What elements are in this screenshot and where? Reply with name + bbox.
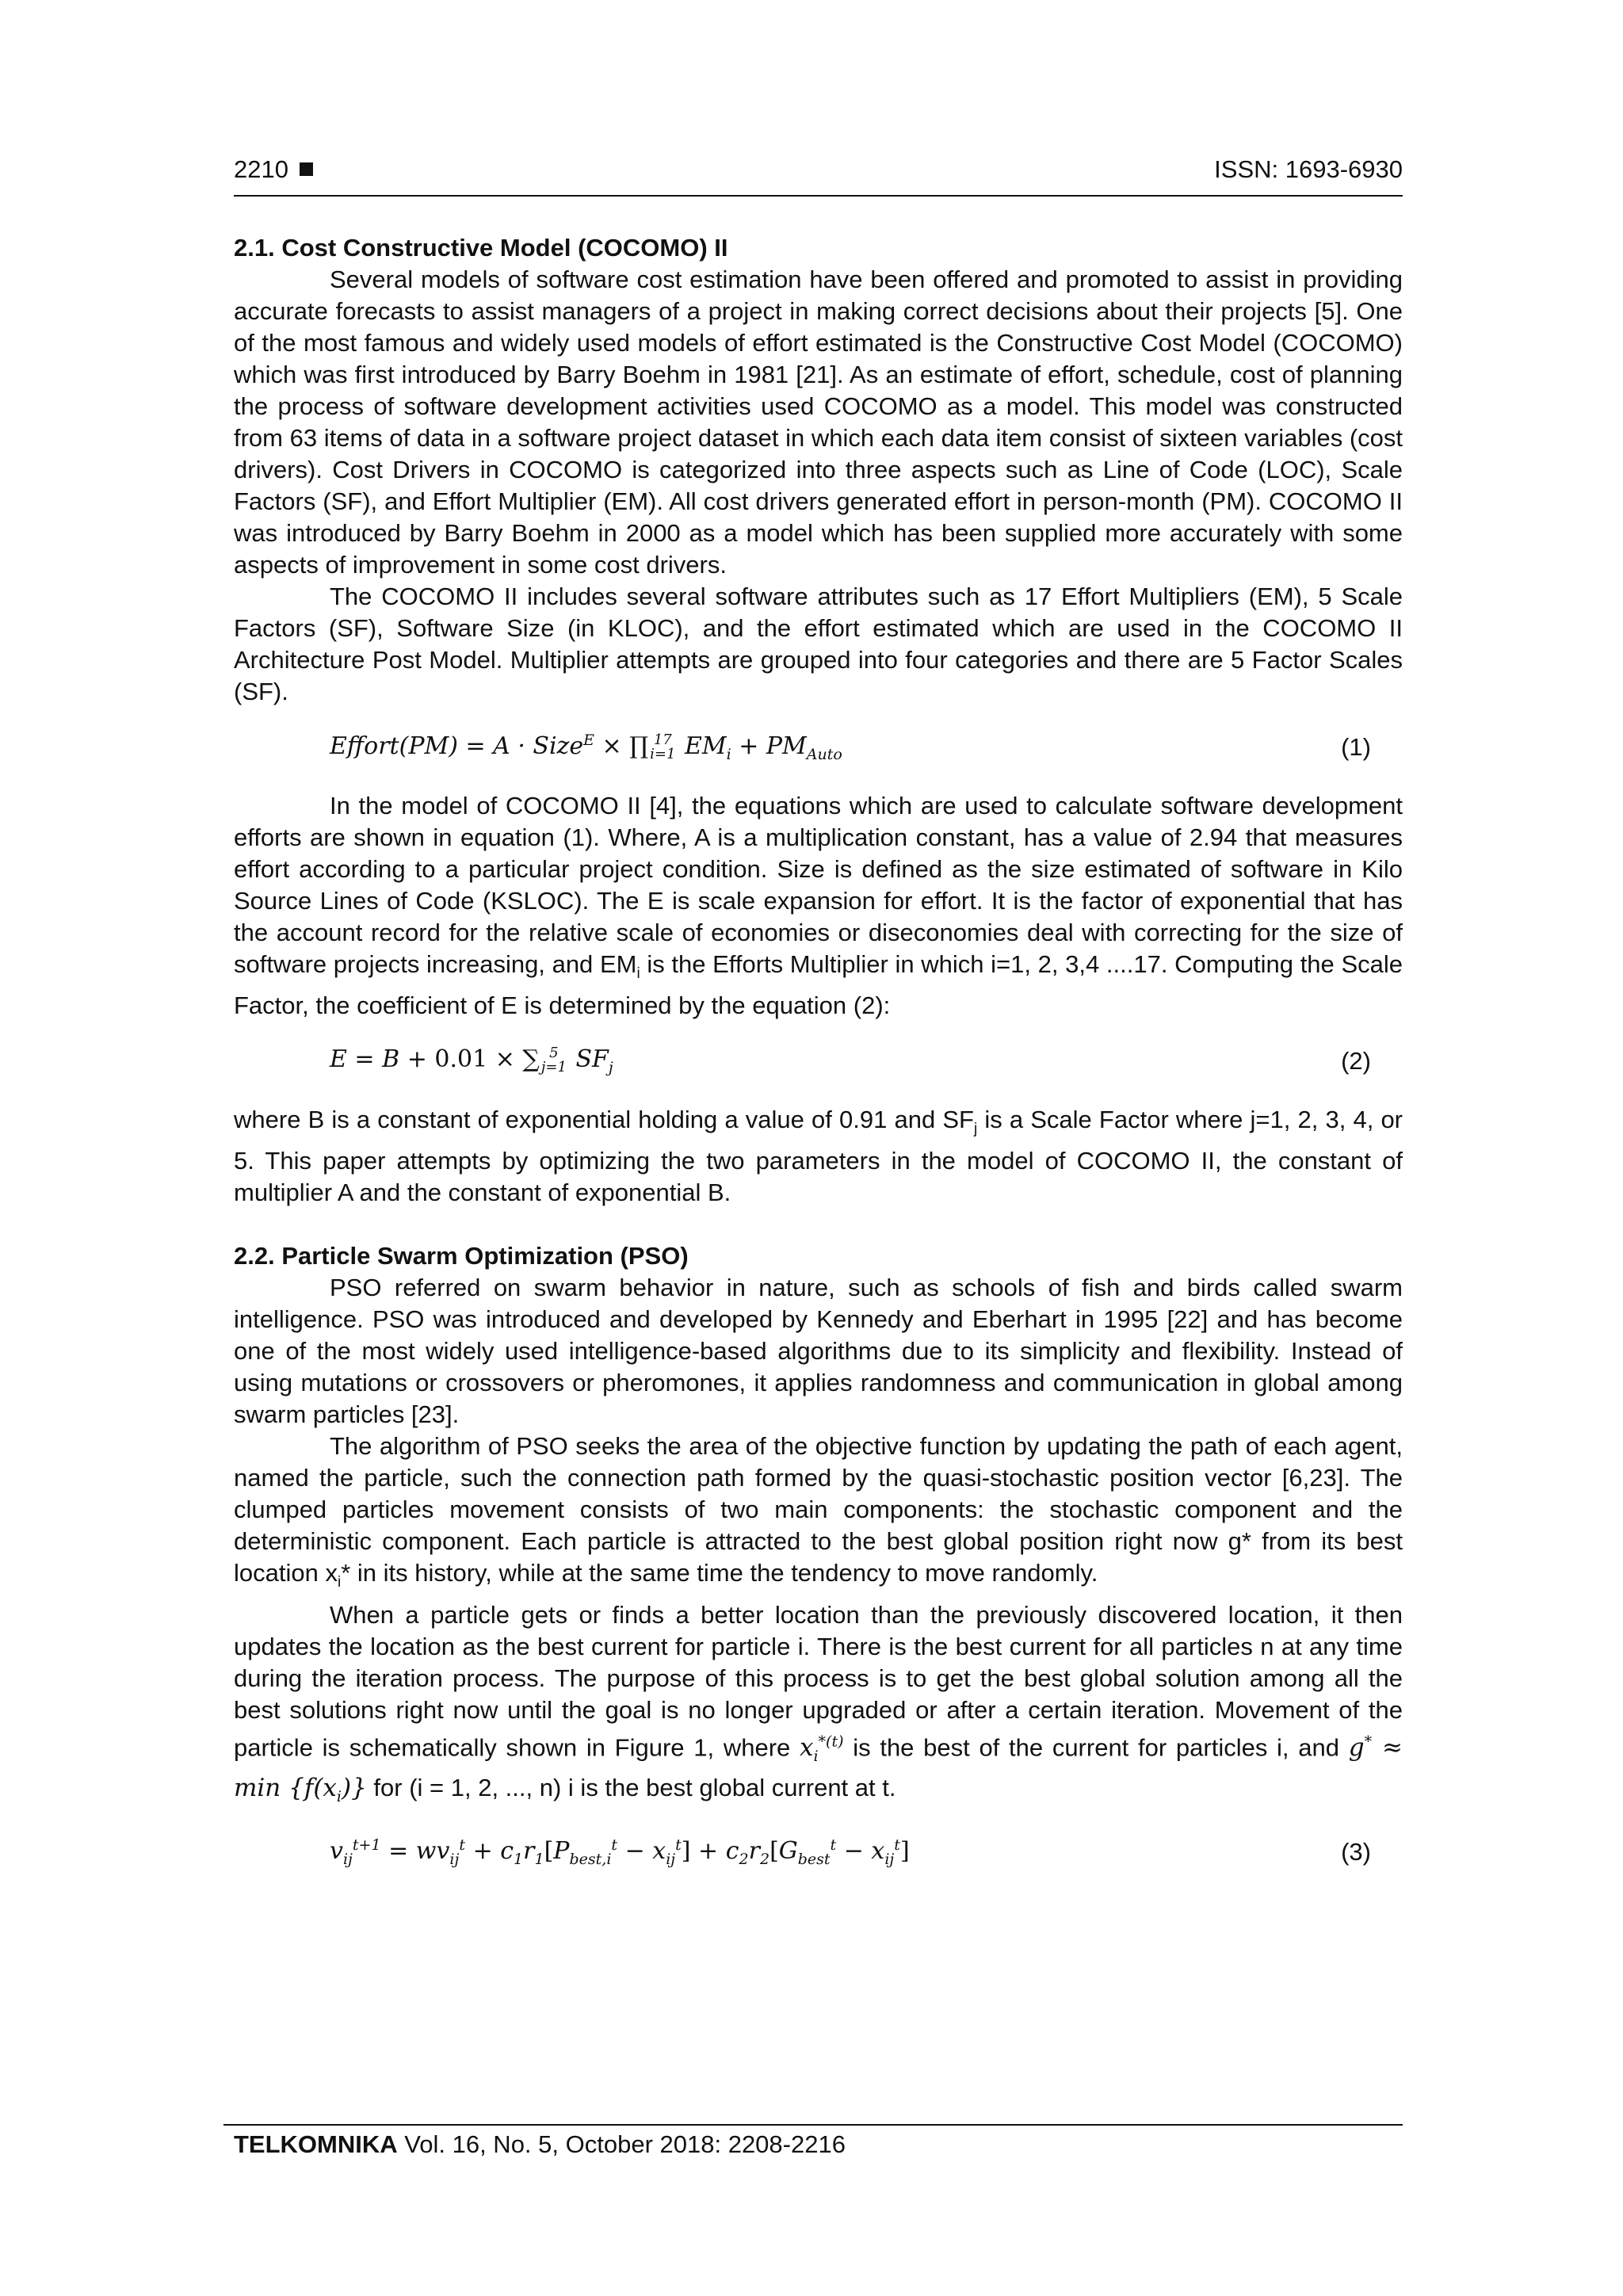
journal-name: TELKOMNIKA [234, 2130, 398, 2158]
header-rule [234, 195, 1403, 197]
footer-rule [223, 2124, 1403, 2126]
equation-2 [234, 1041, 1403, 1088]
page-number: 2210 [234, 155, 313, 184]
page-footer [234, 2130, 846, 2159]
equation-1 [234, 727, 1403, 774]
paragraph: Several models of software cost estimation have been offered and promoted to assist in providing accurate forecasts to assist managers of a project in making correct decisions about their projects [5]. One of the most famous and widely used models of effort estimated is the Constructive Cost Model (COCOMO) which was first introduced by Barry Boehm in 1981 [21]. As an estimate of effort, schedule, cost of planning the process of software development activities used COCOMO as a model. This model was constructed from 63 items of data in a software project dataset in which each data item consist of sixteen variables (cost drivers). Cost Drivers in COCOMO is categorized into three aspects such as Line of Code (LOC), Scale Factors (SF), and Effort Multiplier (EM). All cost drivers generated effort in person-month (PM). COCOMO II was introduced by Barry Boehm in 2000 as a model which has been supplied more accurately with some aspects of improvement in some cost drivers. [234, 266, 1403, 579]
equation-2-number: (2) [1341, 1047, 1371, 1075]
paragraph: The algorithm of PSO seeks the area of the objective function by updating the path of each agent, named the particle, such the connection path formed by the quasi-stochastic position vector [6,23]. The clumped particles movement consists of two main components: the stochastic component and the deterministic component. Each particle is attracted to the best global position right now g* from its best location $x_i*$ in its history, while at the same time the tendency to move randomly. [234, 1432, 1403, 1591]
paragraph: The COCOMO II includes several software attributes such as 17 Effort Multipliers (EM), 5 Scale Factors (SF), Software Size (in KLOC), and the effort estimated which are used in the COCOMO II Architecture Post Model. Multiplier attempts are grouped into four categories and there are 5 Factor Scales (SF). [234, 583, 1403, 705]
equation-2-formula: E = B + 0.01 × ∑ 5 j=1 $SF_j$ [330, 1045, 613, 1077]
section-heading-2-1: 2.1. Cost Constructive Model (COCOMO) II [234, 234, 728, 262]
page-header [234, 155, 1403, 195]
journal-citation: Vol. 16, No. 5, October 2018: 2208-2216 [404, 2130, 846, 2158]
equation-3 [234, 1832, 1403, 1879]
square-bullet-icon [300, 162, 313, 176]
page-body [234, 232, 1403, 1895]
equation-1-formula: Effort(PM) = A · Size$^E$ × ∏ 17 i=1 $EM_i + PM_{Auto}$ [330, 732, 842, 763]
equation-1-number: (1) [1341, 733, 1371, 761]
paragraph: When a particle gets or finds a better location than the previously discovered location, it then updates the location as the best current for particle i. There is the best current for all particles n at any time during the iteration process. The purpose of this process is to get the best global solution among all the best solutions right now until the goal is no longer upgraded or after a certain iteration. Movement of the particle is schematically shown in Figure 1, where $x_i^{*(t)}$ is the best of the current for particles i, and $g^* \approx \min \{f(x_i)\}$ for (i = 1, 2, ..., n) i is the best global current at t. [234, 1600, 1403, 1806]
equation-3-formula: $v_{ij}^{t+1} = wv_{ij}^t + c_1r_1[P_{best,i}^t - x_{ij}^t] + c_2r_2[G_{best}^t - x_{ij}^t]$ [330, 1836, 910, 1869]
paragraph: where B is a constant of exponential holding a value of 0.91 and $SF_j$ is a Scale Factor where j=1, 2, 3, 4, or 5. This paper attempts by optimizing the two parameters in the model of COCOMO II, the constant of multiplier A and the constant of exponential B. [234, 1106, 1403, 1207]
issn-label: ISSN: 1693-6930 [1214, 155, 1403, 183]
paragraph: PSO referred on swarm behavior in nature, such as schools of fish and birds called swarm intelligence. PSO was introduced and developed by Kennedy and Eberhart in 1995 [22] and has become one of the most widely used intelligence-based algorithms due to its simplicity and flexibility. Instead of using mutations or crossovers or pheromones, it applies randomness and communication in global among swarm particles [23]. [234, 1274, 1403, 1429]
equation-3-number: (3) [1341, 1838, 1371, 1866]
paragraph: In the model of COCOMO II [4], the equations which are used to calculate software development efforts are shown in equation (1). Where, A is a multiplication constant, has a value of 2.94 that measures effort according to a particular project condition. Size is defined as the size estimated of software in Kilo Source Lines of Code (KSLOC). The E is scale expansion for effort. It is the factor of exponential that has the account record for the relative scale of economies or diseconomies deal with correcting for the size of software projects increasing, and $EM_i$ is the Efforts Multiplier in which i=1, 2, 3,4 ....17. Computing the Scale Factor, the coefficient of E is determined by the equation (2): [234, 792, 1403, 1020]
section-heading-2-2: 2.2. Particle Swarm Optimization (PSO) [234, 1242, 689, 1270]
